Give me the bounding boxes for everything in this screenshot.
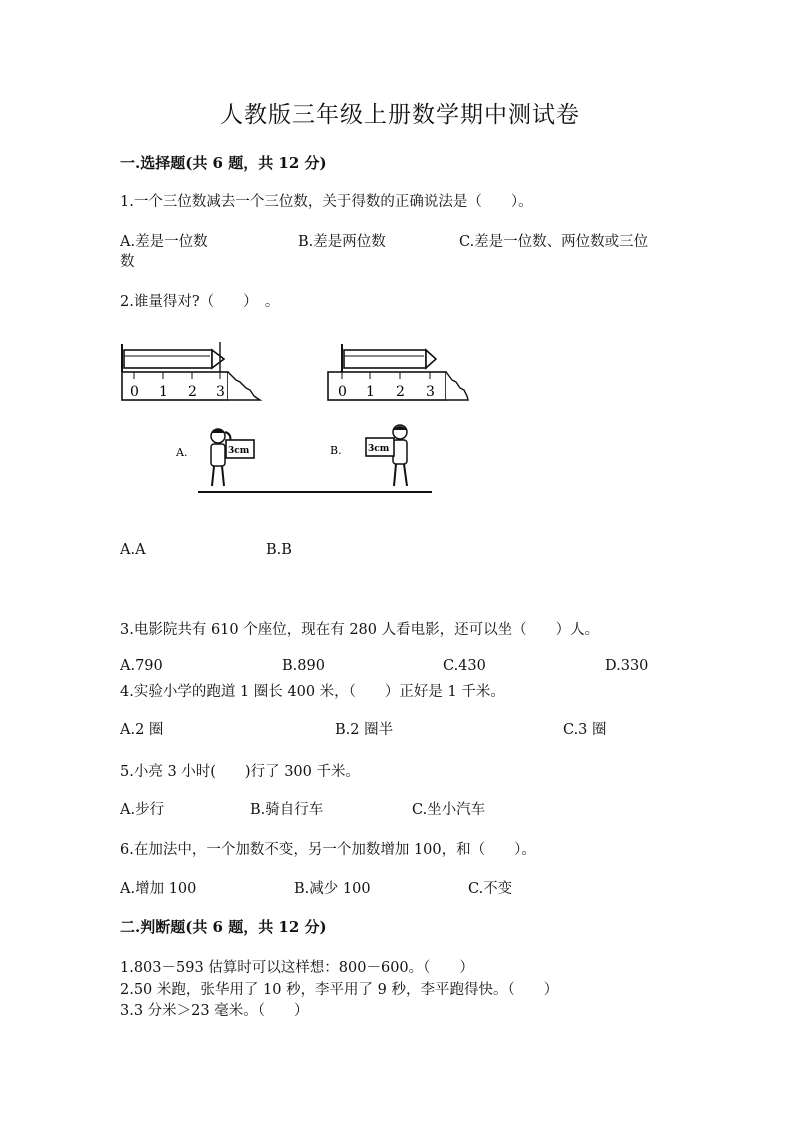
- section-heading-judgement: 二.判断题(共 6 题，共 12 分): [120, 918, 327, 936]
- person-b-boy: [330, 425, 407, 486]
- q1-option-b: B.差是两位数: [298, 234, 386, 250]
- q1-option-a: A.差是一位数: [120, 234, 208, 250]
- right-ruler-tick-1: 1: [366, 384, 375, 400]
- q4-option-b: B.2 圈半: [335, 722, 394, 738]
- q1-option-c: C.差是一位数、两位数或三位: [459, 234, 649, 250]
- judgement-1: 1.803－593 估算时可以这样想：800－600。（ ）: [120, 960, 474, 976]
- q3-option-c: C.430: [443, 658, 486, 674]
- page-title: 人教版三年级上册数学期中测试卷: [220, 102, 580, 128]
- person-b-sign-text: 3cm: [368, 444, 390, 454]
- q2-option-a: A.A: [120, 542, 146, 558]
- question-1: 1.一个三位数减去一个三位数，关于得数的正确说法是（ ）。: [120, 194, 533, 210]
- q3-option-b: B.890: [282, 658, 325, 674]
- right-ruler-tick-2: 2: [396, 384, 405, 400]
- person-a-sign-text: 3cm: [228, 446, 250, 456]
- measurement-figure: [110, 330, 470, 510]
- section-heading-choice: 一.选择题(共 6 题，共 12 分): [120, 154, 327, 172]
- left-pencil-tip: [212, 350, 224, 368]
- right-pencil-tip: [426, 350, 436, 368]
- person-b-label: B.: [330, 444, 342, 457]
- q5-option-b: B.骑自行车: [250, 802, 324, 818]
- q5-option-c: C.坐小汽车: [412, 802, 486, 818]
- q4-option-c: C.3 圈: [563, 722, 607, 738]
- left-ruler-tick-2: 2: [188, 384, 197, 400]
- right-pencil-body: [344, 350, 426, 368]
- judgement-3: 3.3 分米＞23 毫米。（ ）: [120, 1003, 309, 1019]
- q5-option-a: A.步行: [120, 802, 165, 818]
- judgement-2: 2.50 米跑，张华用了 10 秒，李平用了 9 秒，李平跑得快。（ ）: [120, 982, 559, 998]
- question-3: 3.电影院共有 610 个座位，现在有 280 人看电影，还可以坐（ ）人。: [120, 622, 600, 638]
- right-ruler-figure: [328, 344, 468, 400]
- left-ruler-tick-1: 1: [159, 384, 168, 400]
- q6-option-b: B.减少 100: [294, 881, 371, 897]
- q4-option-a: A.2 圈: [120, 722, 164, 738]
- question-6: 6.在加法中，一个加数不变，另一个加数增加 100，和（ ）。: [120, 842, 536, 858]
- q1-option-c-continued: 数: [120, 254, 135, 270]
- left-ruler-figure: [122, 342, 260, 400]
- left-pencil-body: [124, 350, 212, 368]
- q6-option-c: C.不变: [468, 881, 513, 897]
- q3-option-d: D.330: [605, 658, 649, 674]
- left-ruler-tick-3: 3: [216, 384, 225, 400]
- question-4: 4.实验小学的跑道 1 圈长 400 米，（ ）正好是 1 千米。: [120, 684, 505, 700]
- question-5: 5.小亮 3 小时( )行了 300 千米。: [120, 764, 360, 780]
- right-ruler-tick-3: 3: [426, 384, 435, 400]
- left-ruler-tick-0: 0: [130, 384, 139, 400]
- question-2: 2.谁量得对?（ ） 。: [120, 294, 280, 310]
- right-ruler-tick-0: 0: [338, 384, 347, 400]
- q6-option-a: A.增加 100: [120, 881, 197, 897]
- q2-option-b: B.B: [266, 542, 292, 558]
- person-a-girl: [175, 429, 254, 487]
- person-a-label: A.: [176, 446, 188, 459]
- q3-option-a: A.790: [120, 658, 163, 674]
